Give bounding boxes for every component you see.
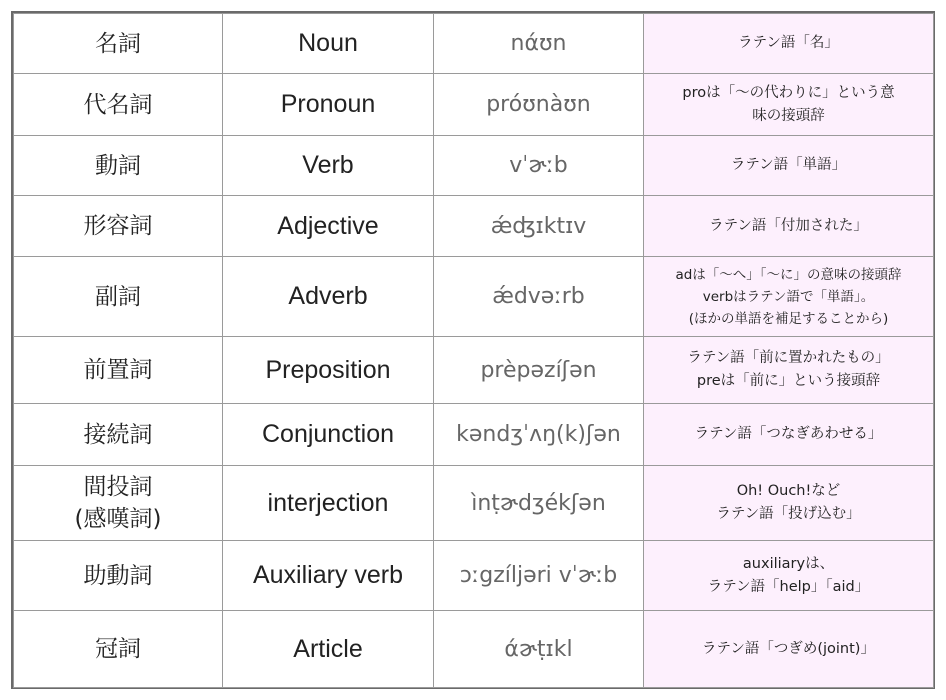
pronunciation-cell: nάʊn [434,14,644,74]
parts-of-speech-table [13,13,934,688]
pronunciation-cell: ǽdvəːrb [434,257,644,337]
japanese-term: 間投詞 [83,474,153,500]
japanese-term: 名詞 [95,30,141,57]
japanese-term-cell [14,541,223,611]
etymology-note-cell [644,136,934,196]
japanese-term: 代名詞 [83,91,153,118]
etymology-note-cell [644,541,934,611]
pronunciation-cell: ɔːgzíljəri vˈɚːb [434,541,644,611]
etymology-note-cell [644,466,934,541]
etymology-note-line: ラテン語「つなぎあわせる」 [694,426,883,442]
japanese-term: 動詞 [95,152,141,179]
pronunciation-cell: ìnṭɚdʒékʃən [434,466,644,541]
japanese-term: 助動詞 [83,562,153,589]
etymology-note-cell [644,14,934,74]
etymology-note-line: adは「〜へ」「〜に」の意味の接頭辞 [675,266,902,283]
japanese-term: 形容詞 [83,213,153,239]
english-term-cell: Adjective [223,196,434,257]
etymology-note-line: preは「前に」という接頭辞 [696,373,881,389]
etymology-note-line: verbはラテン語で「単語」。 [702,288,875,305]
japanese-term-cell [14,74,223,136]
etymology-note-line: ラテン語「前に置かれたもの」 [687,350,890,366]
table-row [14,136,934,196]
etymology-note-cell [644,337,934,404]
english-term-cell: Verb [223,136,434,196]
etymology-note-cell [644,611,934,688]
japanese-term: 冠詞 [95,636,141,662]
english-term-cell: Pronoun [223,74,434,136]
pronunciation-cell: ǽʤɪktɪv [434,196,644,257]
japanese-term-cell [14,337,223,404]
etymology-note-line: ラテン語「名」 [738,35,839,51]
english-term-cell: Preposition [223,337,434,404]
table-row [14,257,934,337]
table-body [14,14,934,688]
japanese-term-cell [14,611,223,688]
japanese-term-cell [14,466,223,541]
etymology-note-line: ラテン語「単語」 [730,157,847,173]
table-row [14,196,934,257]
table-row [14,337,934,404]
table-row [14,14,934,74]
etymology-note-cell [644,74,934,136]
japanese-term-cell [14,136,223,196]
pronunciation-cell: prèpəzíʃən [434,337,644,404]
etymology-note-cell [644,404,934,466]
pronunciation-cell: vˈɚːb [434,136,644,196]
etymology-note-line: ラテン語「投げ込む」 [716,506,861,522]
table-row [14,466,934,541]
etymology-note-line: ラテン語「help」「aid」 [707,578,870,595]
japanese-term-cell [14,257,223,337]
etymology-note-cell [644,257,934,337]
english-term-cell: Auxiliary verb [223,541,434,611]
table-row [14,541,934,611]
table-row [14,404,934,466]
etymology-note-line: Oh! Ouch!など [736,483,841,499]
japanese-term: 接続詞 [83,421,153,448]
english-term-cell: Adverb [223,257,434,337]
japanese-term: (感嘆詞) [74,506,162,532]
japanese-term-cell [14,14,223,74]
english-term-cell: Conjunction [223,404,434,466]
english-term-cell: interjection [223,466,434,541]
japanese-term-cell [14,404,223,466]
pronunciation-cell: kəndʒˈʌŋ(k)ʃən [434,404,644,466]
etymology-note-cell [644,196,934,257]
pronunciation-cell: próʊnàʊn [434,74,644,136]
etymology-note-line: proは「〜の代わりに」という意 [682,84,895,101]
pronunciation-cell: άɚṭɪkl [434,611,644,688]
japanese-term-cell [14,196,223,257]
etymology-note-line: auxiliaryは、 [742,555,835,572]
english-term-cell: Article [223,611,434,688]
table-row [14,74,934,136]
japanese-term: 前置詞 [83,357,153,383]
etymology-note-line: ラテン語「つぎめ(joint)」 [702,640,875,657]
table-row [14,611,934,688]
etymology-note-line: ラテン語「付加された」 [709,217,868,234]
parts-of-speech-table-frame [11,11,935,689]
etymology-note-line: (ほかの単語を補足することから) [688,310,889,327]
english-term-cell: Noun [223,14,434,74]
japanese-term: 副詞 [95,283,141,310]
etymology-note-line: 味の接頭辞 [752,107,825,124]
